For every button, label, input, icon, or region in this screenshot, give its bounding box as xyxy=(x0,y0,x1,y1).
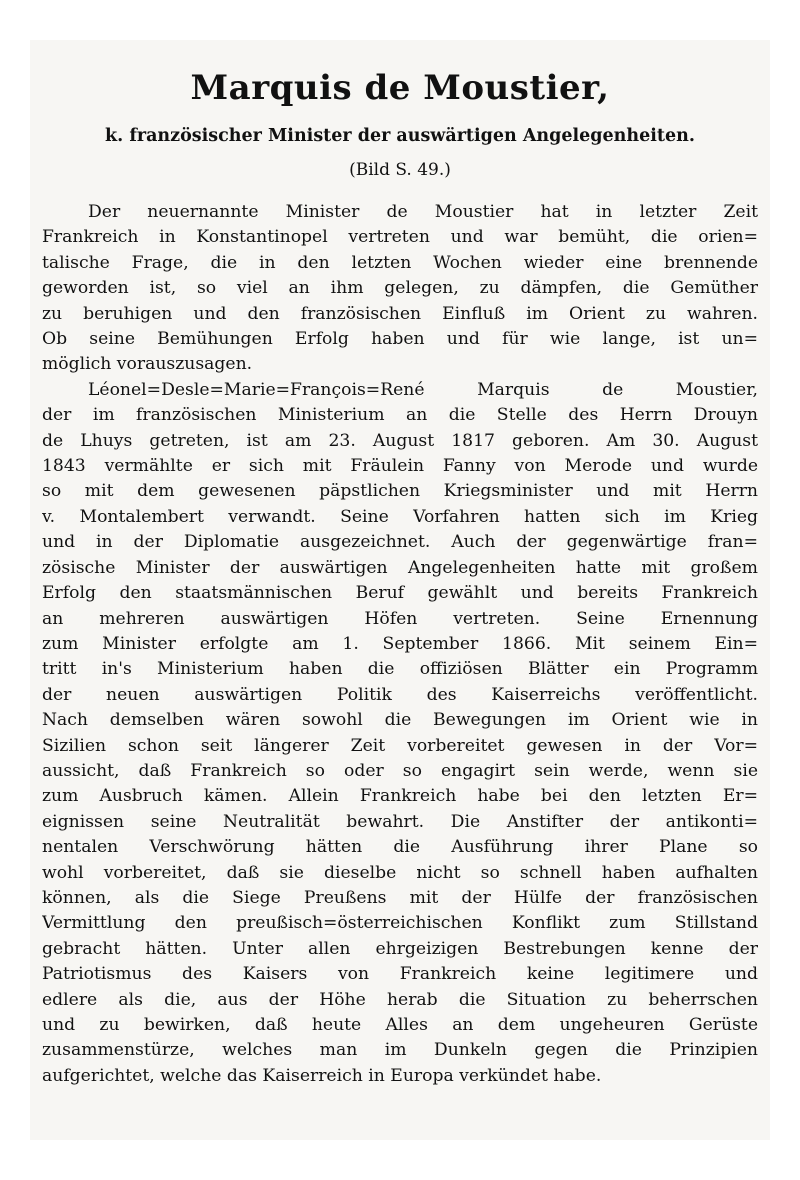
text-line: Der neuernannte Minister de Moustier hat in letzter Zeit xyxy=(88,202,758,222)
text-line: Patriotismus des Kaisers von Frankreich keine legitimere und xyxy=(42,964,758,985)
article-title: Marquis de Moustier, xyxy=(190,68,610,108)
text-line: Vermittlung den preußisch=österreichischen Konflikt zum Stillstand xyxy=(42,913,758,934)
text-line: 1843 vermählte er sich mit Fräulein Fanny von Merode und wurde xyxy=(42,456,758,477)
text-line: tritt in's Ministerium haben die offiziösen Blätter ein Programm xyxy=(42,659,758,680)
text-line: nentalen Verschwörung hätten die Ausführung ihrer Plane so xyxy=(42,837,758,858)
text-line: wohl vorbereitet, daß sie dieselbe nicht so schnell haben aufhalten xyxy=(42,862,758,883)
text-line: v. Montalembert verwandt. Seine Vorfahren hatten sich im Krieg xyxy=(42,506,758,527)
text-line: zum Ausbruch kämen. Allein Frankreich habe bei den letzten Er= xyxy=(42,786,758,807)
text-line: Sizilien schon seit längerer Zeit vorbereitet gewesen in der Vor= xyxy=(42,735,758,756)
text-line: Erfolg den staatsmännischen Beruf gewählt und bereits Frankreich xyxy=(42,583,758,604)
text-line: eignissen seine Neutralität bewahrt. Die Anstifter der antikonti= xyxy=(42,811,758,832)
text-line: an mehreren auswärtigen Höfen vertreten. Seine Ernennung xyxy=(42,608,758,629)
text-line: und zu bewirken, daß heute Alles an dem ungeheuren Gerüste xyxy=(42,1015,758,1035)
text-line: so mit dem gewesenen päpstlichen Kriegsminister und mit Herrn xyxy=(42,481,758,502)
paragraph-1 xyxy=(42,200,758,378)
article-body xyxy=(42,200,758,1089)
text-line: der neuen auswärtigen Politik des Kaiserreichs veröffentlicht. xyxy=(42,684,758,705)
text-line: edlere als die, aus der Höhe herab die Situation zu beherrschen xyxy=(42,989,758,1010)
text-line: zu beruhigen und den französischen Einfluß im Orient zu wahren. xyxy=(42,303,758,324)
figure-reference: (Bild S. 49.) xyxy=(349,160,451,180)
text-line: geworden ist, so viel an ihm gelegen, zu dämpfen, die Gemüther xyxy=(42,278,758,299)
text-line: gebracht hätten. Unter allen ehrgeizigen Bestrebungen kenne der xyxy=(42,938,758,959)
article-subtitle: k. französischer Minister der auswärtigen Angelegenheiten. xyxy=(105,126,695,146)
paragraph-2 xyxy=(42,378,758,1089)
text-line: und in der Diplomatie ausgezeichnet. Auch der gegenwärtige fran= xyxy=(42,532,758,553)
text-line: zum Minister erfolgte am 1. September 1866. Mit seinem Ein= xyxy=(42,633,758,654)
text-line: Ob seine Bemühungen Erfolg haben und für wie lange, ist un= xyxy=(42,329,758,350)
text-line: Léonel=Desle=Marie=François=René Marquis de Moustier, xyxy=(88,379,758,400)
text-line: Frankreich in Konstantinopel vertreten und war bemüht, die orien= xyxy=(42,227,758,248)
text-line: zösische Minister der auswärtigen Angelegenheiten hatte mit großem xyxy=(42,557,758,578)
text-line: können, als die Siege Preußens mit der Hülfe der französischen xyxy=(42,887,758,908)
text-line: Nach demselben wären sowohl die Bewegungen im Orient wie in xyxy=(42,710,758,731)
text-line: der im französischen Ministerium an die Stelle des Herrn Drouyn xyxy=(42,405,758,426)
text-line: de Lhuys getreten, ist am 23. August 1817 geboren. Am 30. August xyxy=(42,430,758,451)
text-line: aussicht, daß Frankreich so oder so engagirt sein werde, wenn sie xyxy=(42,760,758,781)
text-line: talische Frage, die in den letzten Wochen wieder eine brennende xyxy=(42,252,758,273)
text-line: möglich vorauszusagen. xyxy=(42,354,253,375)
text-line: aufgerichtet, welche das Kaiserreich in Europa verkündet habe. xyxy=(42,1065,602,1086)
text-line: zusammenstürze, welches man im Dunkeln gegen die Prinzipien xyxy=(42,1040,758,1061)
document-page xyxy=(30,40,770,1140)
